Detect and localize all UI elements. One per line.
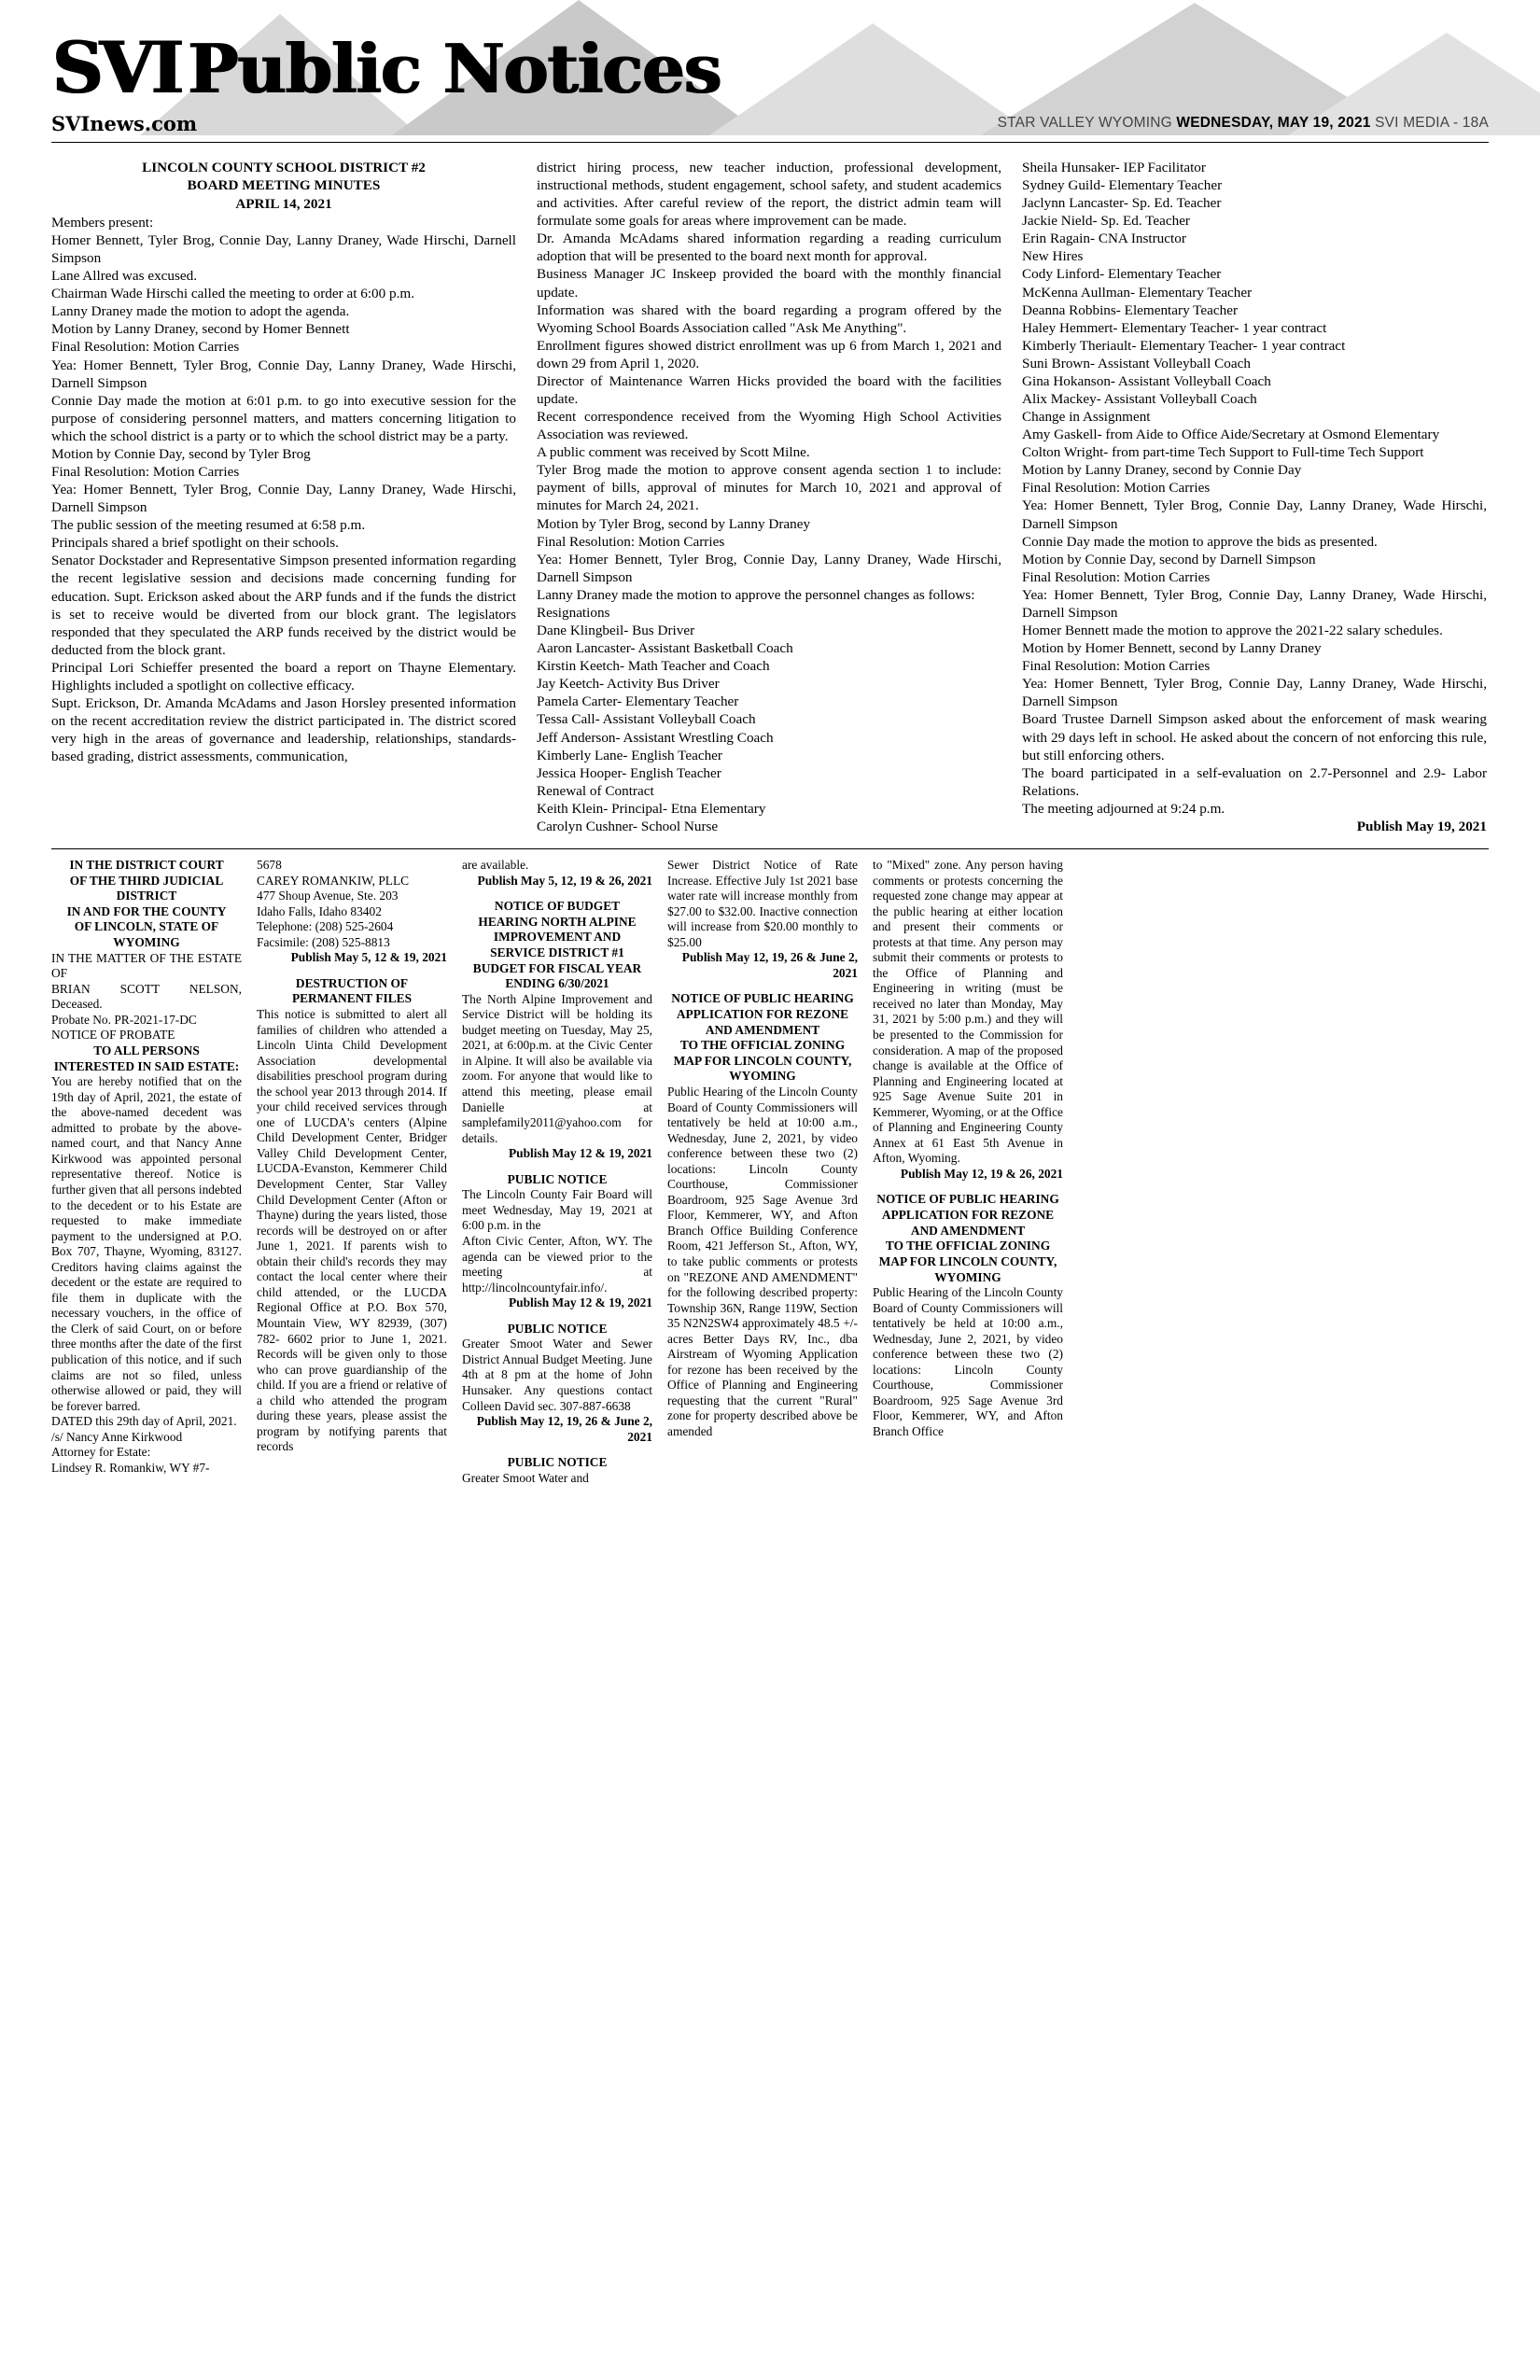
notice-spacer	[462, 1162, 652, 1172]
minutes-paragraph: Yea: Homer Bennett, Tyler Brog, Connie Day, Lanny Draney, Wade Hirschi, Darnell Simpson	[51, 357, 516, 391]
notices-column-1	[51, 858, 242, 1486]
minutes-paragraph: Aaron Lancaster- Assistant Basketball Coach	[537, 640, 793, 657]
minutes-paragraph: Motion by Connie Day, second by Darnell Simpson	[1022, 551, 1316, 567]
minutes-paragraph: Motion by Connie Day, second by Tyler Brog	[51, 445, 311, 462]
minutes-paragraph: Keith Klein- Principal- Etna Elementary	[537, 800, 766, 817]
masthead	[0, 0, 1540, 154]
notice-publish-line: Publish May 12, 19, 26 & June 2, 2021	[476, 1414, 652, 1444]
notice-heading-line: DESTRUCTION OF	[295, 975, 409, 990]
notice-publish-line: Publish May 5, 12, 19 & 26, 2021	[477, 873, 652, 888]
notices-column-7	[1283, 858, 1474, 1486]
notice-publish-line: Publish May 12 & 19, 2021	[508, 1295, 652, 1310]
minutes-paragraph: Homer Bennett, Tyler Brog, Connie Day, Lanny Draney, Wade Hirschi, Darnell Simpson	[51, 231, 516, 267]
minutes-paragraph: Gina Hokanson- Assistant Volleyball Coach	[1022, 372, 1271, 389]
notice-heading-line: IMPROVEMENT AND	[493, 930, 622, 945]
minutes-paragraph: Amy Gaskell- from Aide to Office Aide/Secretary at Osmond Elementary	[1022, 427, 1440, 443]
minutes-paragraph: Principal Lori Schieffer presented the board a report on Thayne Elementary. Highlights included a spotlight on collective efficacy.	[51, 659, 516, 693]
minutes-paragraph: Final Resolution: Motion Carries	[1022, 658, 1211, 675]
notices-column-2	[257, 858, 447, 1486]
minutes-paragraph: Erin Ragain- CNA Instructor	[1022, 231, 1186, 247]
notice-paragraph: You are hereby notified that on the 19th day of April, 2021, the estate of the above-named decedent was admitted to probate by the above-named court, and that Nancy Anne Kirkwood was appointed personal representative thereof. Notice is further given that all persons indebted to the decedent or to his Estate are requested to make immediate payment to the undersigned at P.O. Box 707, Thayne, Wyoming, 83127. Creditors having claims against the decedent or the estate are required to file them in duplicate with the necessary vouchers, in the office of the Clerk of said Court, on or before three months after the date of the first publication of this notice, and if such claims are not so filed, unless otherwise allowed or paid, they will be forever barred.	[51, 1074, 242, 1413]
minutes-paragraph: The board participated in a self-evaluation on 2.7-Personnel and 2.9- Labor Relations.	[1022, 764, 1487, 799]
minutes-paragraph: Motion by Lanny Draney, second by Connie Day	[1022, 462, 1302, 479]
minutes-paragraph: Tyler Brog made the motion to approve consent agenda section 1 to include: payment of bills, approval of minutes for March 10, 2021 and approval of minutes for March 24, 2021.	[537, 462, 1001, 514]
notice-spacer	[873, 1182, 1063, 1192]
masthead-date: WEDNESDAY, MAY 19, 2021	[1176, 115, 1371, 131]
notice-paragraph: NOTICE OF PROBATE	[51, 1028, 175, 1043]
minutes-paragraph: Jaclynn Lancaster- Sp. Ed. Teacher	[1022, 195, 1222, 212]
masthead-region: STAR VALLEY WYOMING	[997, 115, 1172, 131]
minutes-publish-line: Publish May 19, 2021	[1356, 818, 1487, 834]
notice-heading-line: PERMANENT FILES	[291, 991, 413, 1006]
minutes-paragraph: Supt. Erickson, Dr. Amanda McAdams and Jason Horsley presented information on the recent accreditation review the district participated in. The district scored very high in the areas of governance and leadership, relationships, standards-based grading, district assessments, communication,	[51, 695, 516, 765]
section-divider	[51, 848, 1489, 849]
minutes-paragraph: Jackie Nield- Sp. Ed. Teacher	[1022, 213, 1190, 230]
notice-heading-line: DISTRICT	[116, 889, 177, 903]
minutes-paragraph: Yea: Homer Bennett, Tyler Brog, Connie Day, Lanny Draney, Wade Hirschi, Darnell Simpson	[1022, 497, 1487, 532]
minutes-paragraph: Homer Bennett made the motion to approve the 2021-22 salary schedules.	[1022, 623, 1443, 639]
notice-paragraph: /s/ Nancy Anne Kirkwood	[51, 1429, 183, 1444]
minutes-paragraph: Motion by Lanny Draney, second by Homer Bennett	[51, 321, 350, 338]
notice-heading-line: MAP FOR LINCOLN COUNTY,	[878, 1253, 1057, 1268]
masthead-dateline	[998, 115, 1489, 132]
minutes-paragraph: Jeff Anderson- Assistant Wrestling Coach	[537, 729, 774, 746]
notice-heading	[462, 1172, 652, 1188]
notice-paragraph: are available.	[462, 857, 529, 872]
notice-paragraph: Facsimile: (208) 525-8813	[257, 934, 390, 949]
notice-paragraph: This notice is submitted to alert all families of children who attended a Lincoln Uinta Child Development Association developmental disabilities preschool program during the school year 2013 through 2014. If your child received services through one of LUCDA's centers (Alpine Child Development Center, Bridger Valley Child Development Center, LUCDA-Evanston, Kemmerer Child Development Center, Star Valley Child Development Center (Afton or Thayne) during the years listed, those records will be destroyed on or after June 1, 2021. If parents wish to obtain their child's records they may contact the local center where their child attended, or the LUCDA Regional Office at P.O. Box 570, Mountain View, WY 82939, (307) 782- 6602 prior to June 1, 2021. Records will be given only to those who can prove guardianship of the child. If you are a friend or relative of a child who attended the program during these years, please assist the program by notifying parents that records	[257, 1007, 447, 1454]
notice-paragraph: Lindsey R. Romankiw, WY #7-	[51, 1460, 210, 1475]
minutes-paragraph: New Hires	[1022, 248, 1084, 265]
minutes-paragraph: Renewal of Contract	[537, 782, 654, 799]
notice-paragraph: to "Mixed" zone. Any person having comments or protests concerning the requested zone change may appear at the public hearing at either location and present their comments or protests at that time. Any person may submit their comments or protests to the Office of Planning and Engineering in writing (must be received no later than Monday, May 31, 2021 by 5:00 p.m.) and they will be presented to the Commission for consideration. A map of the proposed change is available at the Office of Planning and Engineering located at 925 Sage Avenue Suite 201 in Kemmerer, Wyoming, or at the Office of Planning and Engineering County Annex at 61 East 5th Avenue in Afton, Wyoming.	[873, 857, 1063, 1166]
notice-heading	[257, 976, 447, 1007]
minutes-paragraph: district hiring process, new teacher induction, professional development, instructional methods, student engagement, school safety, and student academics and activities. After careful review of the report, the district admin team will formulate some goals for areas where improvement can be made.	[537, 160, 1001, 230]
minutes-paragraph: Motion by Tyler Brog, second by Lanny Draney	[537, 515, 811, 532]
notice-heading-line: HEARING NORTH ALPINE	[478, 914, 637, 929]
minutes-paragraph: Yea: Homer Bennett, Tyler Brog, Connie Day, Lanny Draney, Wade Hirschi, Darnell Simpson	[537, 551, 1001, 585]
minutes-paragraph: Jessica Hooper- English Teacher	[537, 764, 721, 781]
notice-heading-line: PUBLIC NOTICE	[507, 1321, 608, 1336]
minutes-paragraph: Dr. Amanda McAdams shared information regarding a reading curriculum adoption that will be presented to the board next month for approval.	[537, 231, 1001, 265]
notice-paragraph: CAREY ROMANKIW, PLLC	[257, 873, 410, 888]
notice-heading	[667, 991, 858, 1085]
notice-publish-line: Publish May 12 & 19, 2021	[508, 1146, 652, 1161]
notices-column-6	[1078, 858, 1268, 1486]
notice-heading	[462, 1322, 652, 1337]
minutes-paragraph: Cody Linford- Elementary Teacher	[1022, 266, 1222, 283]
notice-heading-line: NOTICE OF BUDGET	[494, 899, 621, 914]
minutes-paragraph: Haley Hemmert- Elementary Teacher- 1 year contract	[1022, 319, 1327, 336]
notice-heading-line: AND AMENDMENT	[705, 1022, 820, 1037]
minutes-paragraph: Board Trustee Darnell Simpson asked about the enforcement of mask wearing with 29 days left in school. He asked about the concern of not enforcing this rule, but still enforcing others.	[1022, 711, 1487, 763]
minutes-paragraph: Resignations	[537, 604, 610, 621]
minutes-paragraph: Enrollment figures showed district enrollment was up 6 from March 1, 2021 and down 29 from April 1, 2020.	[537, 337, 1001, 371]
notice-spacer	[462, 889, 652, 899]
minutes-title-line-1: LINCOLN COUNTY SCHOOL DISTRICT #2	[142, 160, 426, 175]
legal-notices-section	[51, 858, 1489, 1486]
notice-heading	[873, 1192, 1063, 1285]
masthead-website[interactable]: SVInews.com	[51, 112, 198, 135]
notice-heading-line: WYOMING	[934, 1269, 1001, 1284]
notice-paragraph: Greater Smoot Water and	[462, 1470, 589, 1485]
notice-heading-line: WYOMING	[113, 935, 180, 950]
masthead-title	[51, 26, 720, 109]
notice-heading-line: WYOMING	[729, 1069, 796, 1084]
minutes-paragraph: Yea: Homer Bennett, Tyler Brog, Connie Day, Lanny Draney, Wade Hirschi, Darnell Simpson	[51, 482, 516, 516]
notice-spacer	[462, 1445, 652, 1455]
notice-heading-line: AND AMENDMENT	[910, 1223, 1026, 1238]
minutes-paragraph: Colton Wright- from part-time Tech Support to Full-time Tech Support	[1022, 444, 1424, 461]
notice-heading-line: OF LINCOLN, STATE OF	[74, 919, 219, 934]
minutes-paragraph: Deanna Robbins- Elementary Teacher	[1022, 301, 1239, 318]
minutes-paragraph: Connie Day made the motion to approve the bids as presented.	[1022, 533, 1378, 550]
notice-paragraph: Idaho Falls, Idaho 83402	[257, 903, 382, 918]
minutes-paragraph: Kirstin Keetch- Math Teacher and Coach	[537, 658, 770, 675]
minutes-paragraph: Lane Allred was excused.	[51, 268, 198, 285]
notice-heading-line: IN THE DISTRICT COURT	[69, 857, 224, 872]
minutes-paragraph: Kimberly Lane- English Teacher	[537, 747, 722, 763]
minutes-paragraph: Final Resolution: Motion Carries	[537, 533, 725, 550]
notice-paragraph: IN THE MATTER OF THE ESTATE OF	[51, 950, 242, 981]
notice-paragraph: The Lincoln County Fair Board will meet Wednesday, May 19, 2021 at 6:00 p.m. in the	[462, 1187, 652, 1233]
notice-heading-line: INTERESTED IN SAID ESTATE:	[53, 1058, 240, 1073]
minutes-title	[51, 159, 516, 213]
minutes-paragraph: Dane Klingbeil- Bus Driver	[537, 623, 695, 639]
notice-publish-line: Publish May 12, 19, 26 & June 2, 2021	[681, 950, 858, 980]
notice-heading-line: ENDING 6/30/2021	[505, 976, 609, 991]
minutes-paragraph: Final Resolution: Motion Carries	[51, 463, 240, 480]
notice-heading-line: APPLICATION FOR REZONE	[881, 1208, 1055, 1223]
notice-heading-line: TO THE OFFICIAL ZONING	[885, 1239, 1051, 1253]
notice-heading-line: PUBLIC NOTICE	[507, 1455, 608, 1470]
minutes-paragraph: Business Manager JC Inskeep provided the board with the monthly financial update.	[537, 266, 1001, 301]
notice-heading	[462, 899, 652, 992]
masthead-brand-rest: Public Notices	[187, 29, 721, 108]
minutes-col3-body	[1022, 159, 1487, 818]
notice-heading-line: NOTICE OF PUBLIC HEARING	[876, 1192, 1059, 1207]
notice-paragraph: Greater Smoot Water and Sewer District Annual Budget Meeting. June 4th at 8 pm at the home of John Hunsaker. Any questions contact Colleen David sec. 307-887-6638	[462, 1337, 652, 1413]
minutes-paragraph: Lanny Draney made the motion to adopt the agenda.	[51, 303, 350, 320]
notice-spacer	[667, 981, 858, 991]
notice-publish-line: Publish May 12, 19 & 26, 2021	[900, 1166, 1063, 1181]
minutes-col2-body	[537, 159, 1001, 835]
minutes-paragraph: Final Resolution: Motion Carries	[1022, 568, 1211, 585]
minutes-paragraph: Yea: Homer Bennett, Tyler Brog, Connie Day, Lanny Draney, Wade Hirschi, Darnell Simpson	[1022, 676, 1487, 710]
notice-heading	[51, 858, 242, 951]
notice-paragraph: DATED this 29th day of April, 2021.	[51, 1414, 237, 1429]
notice-heading-line: OF THE THIRD JUDICIAL	[69, 873, 224, 888]
minutes-paragraph: Senator Dockstader and Representative Simpson presented information regarding the recent legislative session and decisions made concerning funding for education. Supt. Erickson asked about the ARP funds and if the funds the district is set to receive would be diverted from our block grant. The legislators responded that they speculated the ARP funds received by the district would be deducted from the block grant.	[51, 553, 516, 658]
notice-heading-line: TO ALL PERSONS	[93, 1043, 200, 1057]
minutes-title-line-2: BOARD MEETING MINUTES	[187, 177, 381, 194]
minutes-paragraph: Kimberly Theriault- Elementary Teacher- 1 year contract	[1022, 337, 1346, 354]
minutes-paragraph: Alix Mackey- Assistant Volleyball Coach	[1022, 391, 1257, 408]
masthead-publisher: SVI MEDIA - 18A	[1375, 115, 1489, 131]
notice-paragraph: Afton Civic Center, Afton, WY. The agenda can be viewed prior to the meeting at http://lincolncountyfair.info/.	[462, 1233, 652, 1295]
minutes-paragraph: Motion by Homer Bennett, second by Lanny Draney	[1022, 640, 1322, 657]
notice-heading-line: TO THE OFFICIAL ZONING	[679, 1038, 846, 1053]
notice-paragraph: Telephone: (208) 525-2604	[257, 919, 394, 934]
notice-paragraph: BRIAN SCOTT NELSON, Deceased.	[51, 981, 242, 1012]
notice-heading-line: MAP FOR LINCOLN COUNTY,	[673, 1053, 852, 1068]
minutes-column-3	[1022, 159, 1487, 835]
minutes-paragraph: Connie Day made the motion at 6:01 p.m. to go into executive session for the purpose of considering personnel matters, and matters concerning litigation to which the school district is a party or to which the school district may be a party.	[51, 392, 516, 444]
notice-heading-line: APPLICATION FOR REZONE	[676, 1006, 849, 1021]
minutes-paragraph: Director of Maintenance Warren Hicks provided the board with the facilities update.	[537, 372, 1001, 408]
page-body	[51, 159, 1489, 1486]
minutes-col1-body	[51, 214, 516, 765]
notice-publish-line: Publish May 5, 12 & 19, 2021	[290, 950, 447, 965]
notice-heading-line: NOTICE OF PUBLIC HEARING	[671, 991, 854, 1006]
minutes-paragraph: Suni Brown- Assistant Volleyball Coach	[1022, 355, 1251, 371]
notice-heading-line: BUDGET FOR FISCAL YEAR	[472, 960, 642, 975]
masthead-rule	[51, 142, 1489, 143]
minutes-paragraph: Carolyn Cushner- School Nurse	[537, 818, 719, 834]
notice-paragraph: The North Alpine Improvement and Service District will be holding its budget meeting on Tuesday, May 25, 2021, at 6:00p.m. at the Civic Center in Alpine. It will also be available via zoom. For anyone that would like to attend this meeting, please email Danielle at samplefamily2011@yahoo.com for details.	[462, 991, 652, 1145]
minutes-paragraph: Final Resolution: Motion Carries	[1022, 480, 1211, 497]
minutes-paragraph: The meeting adjourned at 9:24 p.m.	[1022, 800, 1225, 817]
notice-paragraph: Probate No. PR-2021-17-DC	[51, 1012, 197, 1027]
notices-column-4	[667, 858, 858, 1486]
minutes-paragraph: Sheila Hunsaker- IEP Facilitator	[1022, 160, 1206, 175]
minutes-paragraph: Recent correspondence received from the Wyoming High School Activities Association was reviewed.	[537, 409, 1001, 443]
minutes-paragraph: Chairman Wade Hirschi called the meeting to order at 6:00 p.m.	[51, 286, 415, 302]
notice-heading-line: IN AND FOR THE COUNTY	[66, 903, 227, 918]
minutes-title-line-3: APRIL 14, 2021	[235, 195, 332, 212]
notice-paragraph: 477 Shoup Avenue, Ste. 203	[257, 889, 399, 903]
board-minutes-article	[51, 159, 1489, 835]
minutes-paragraph: Members present:	[51, 214, 154, 231]
notice-heading	[462, 1455, 652, 1471]
minutes-paragraph: Yea: Homer Bennett, Tyler Brog, Connie Day, Lanny Draney, Wade Hirschi, Darnell Simpson	[1022, 586, 1487, 621]
minutes-column-2	[537, 159, 1001, 835]
minutes-paragraph: Final Resolution: Motion Carries	[51, 339, 240, 356]
minutes-paragraph: McKenna Aullman- Elementary Teacher	[1022, 284, 1253, 301]
notice-paragraph: Attorney for Estate:	[51, 1445, 151, 1460]
minutes-paragraph: Change in Assignment	[1022, 409, 1151, 426]
notice-paragraph: 5678	[257, 857, 282, 872]
minutes-paragraph: Information was shared with the board regarding a program offered by the Wyoming School Boards Association called "Ask Me Anything".	[537, 301, 1001, 336]
minutes-paragraph: Lanny Draney made the motion to approve the personnel changes as follows:	[537, 586, 975, 603]
notice-heading-line: PUBLIC NOTICE	[507, 1171, 608, 1186]
notice-heading-line: SERVICE DISTRICT #1	[490, 945, 624, 959]
notice-paragraph: Public Hearing of the Lincoln County Board of County Commissioners will tentatively be held at 10:00 a.m., Wednesday, June 2, 2021, by video conference between these two (2) locations: Lincoln County Courthouse, Commissioner Boardroom, 925 Sage Avenue 3rd Floor, Kemmerer, WY, and Afton Branch Office	[873, 1285, 1063, 1439]
notice-spacer	[462, 1311, 652, 1322]
minutes-paragraph: Principals shared a brief spotlight on their schools.	[51, 535, 339, 552]
notice-spacer	[257, 966, 447, 976]
notices-column-5	[873, 858, 1063, 1486]
masthead-brand-svi: SVI	[51, 26, 180, 109]
minutes-paragraph: A public comment was received by Scott Milne.	[537, 444, 810, 461]
notice-paragraph: Sewer District Notice of Rate Increase. Effective July 1st 2021 base water rate will increase monthly from $27.00 to $32.00. Inactive connection will increase from $20.00 monthly to $25.00	[667, 857, 858, 949]
minutes-paragraph: Sydney Guild- Elementary Teacher	[1022, 177, 1223, 194]
minutes-paragraph: The public session of the meeting resumed at 6:58 p.m.	[51, 517, 366, 534]
notice-paragraph: Public Hearing of the Lincoln County Board of County Commissioners will tentatively be held at 10:00 a.m., Wednesday, June 2, 2021, by video conference between these two (2) locations: Lincoln County Courthouse, Commissioner Boardroom, 925 Sage Avenue 3rd Floor, Kemmerer, WY, and Afton Branch Office Building Conference Room, 421 Jefferson St., Afton, WY, to take public comments or protests on "REZONE AND AMENDMENT" for the following described property: Township 36N, Range 119W, Section 35 N2N2SW4 approximately 48.5 +/- acres Better Days RV, Inc., dba Airstream of Wyoming Application for rezone has been received by the Office of Planning and Engineering requesting that the current "Rural" zone for property described above be amended	[667, 1085, 858, 1439]
notice-heading	[51, 1043, 242, 1074]
minutes-paragraph: Jay Keetch- Activity Bus Driver	[537, 676, 720, 693]
minutes-column-1	[51, 159, 516, 835]
minutes-paragraph: Tessa Call- Assistant Volleyball Coach	[537, 711, 756, 728]
notices-column-3	[462, 858, 652, 1486]
minutes-paragraph: Pamela Carter- Elementary Teacher	[537, 693, 739, 710]
